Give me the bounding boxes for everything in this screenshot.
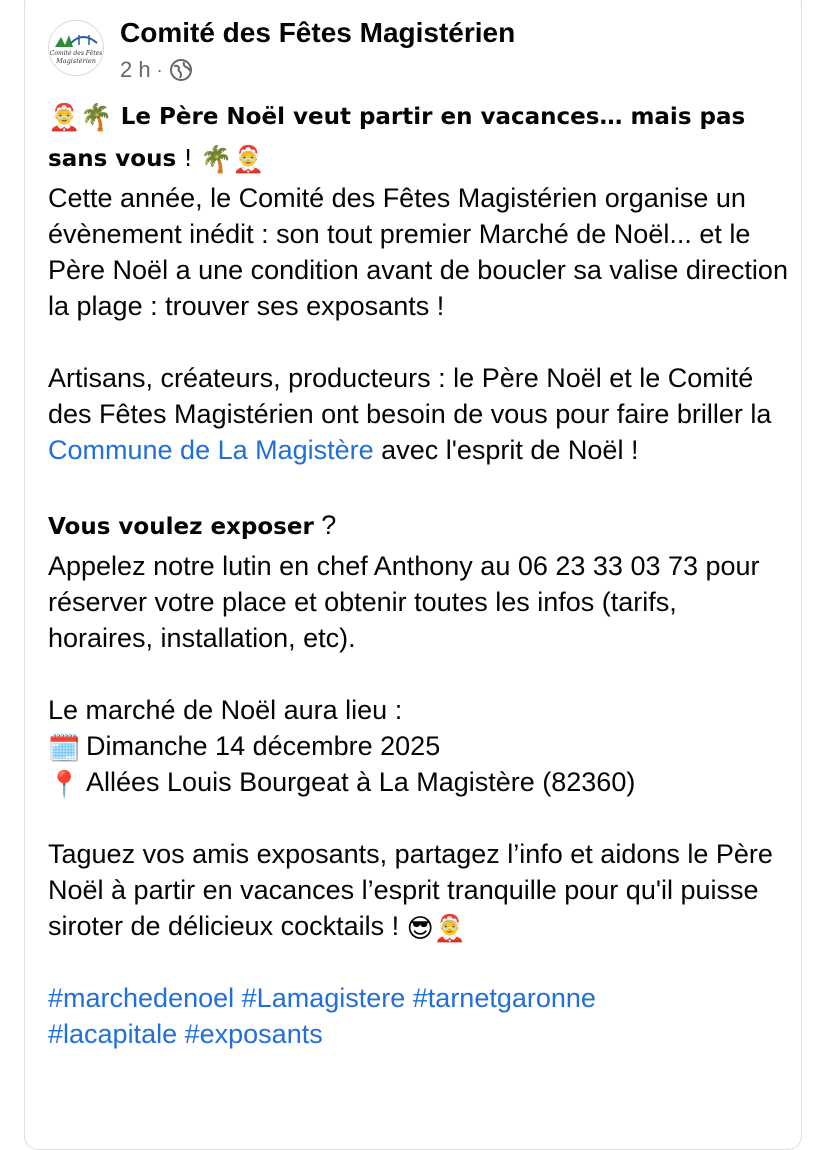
globe-icon[interactable] — [169, 58, 193, 82]
event-date-row — [48, 728, 788, 764]
hashtag-exposants[interactable]: #exposants — [184, 1019, 323, 1049]
event-intro: Le marché de Noël aura lieu : — [48, 695, 403, 725]
post-paragraph-call — [48, 360, 788, 468]
post-body — [48, 96, 788, 1052]
commune-link[interactable]: Commune de La Magistère — [48, 435, 374, 465]
headline-text: Le Père Noël veut partir en vacances… mais pas sans vous — [48, 104, 746, 172]
hashtags — [48, 980, 788, 1052]
post-meta — [120, 56, 193, 84]
question-mark: ? — [313, 510, 337, 540]
avatar-logo — [49, 21, 103, 75]
hashtag-lacapitale[interactable]: #lacapitale — [48, 1019, 178, 1049]
event-place: Allées Louis Bourgeat à La Magistère (82360) — [86, 767, 636, 797]
hashtag-lamagistere[interactable]: #Lamagistere — [241, 983, 406, 1013]
calendar-icon: 🗓️ — [48, 733, 81, 763]
question-bold: Vous voulez exposer — [48, 514, 314, 540]
outro-text: Taguez vos amis exposants, partagez l’info et aidons le Père Noël à partir en vacances l’esprit tranquille pour qu'il puisse siroter de délicieux cocktails ! — [48, 839, 773, 941]
pin-icon: 📍 — [48, 769, 81, 799]
post-paragraph-intro: Cette année, le Comité des Fêtes Magistérien organise un évènement inédit : son tout premier Marché de Noël... et le Père Noël a une condition avant de boucler sa valise direction la plage : trouver ses exposants ! — [48, 183, 788, 321]
palm-santa-emoji: 🌴🤶 — [199, 145, 265, 175]
avatar-text-bottom: Magistérien — [56, 57, 96, 65]
para2-before: Artisans, créateurs, producteurs : le Père Noël et le Comité des Fêtes Magistérien ont besoin de vous pour faire briller la — [48, 363, 772, 429]
page-name-link[interactable]: Comité des Fêtes Magistérien — [120, 17, 516, 48]
hashtag-tarnetgaronne[interactable]: #tarnetgaronne — [412, 983, 596, 1013]
meta-separator: · — [156, 60, 163, 80]
page-avatar[interactable] — [48, 20, 104, 76]
hashtag-marchedenoel[interactable]: #marchedenoel — [48, 983, 235, 1013]
event-place-row — [48, 764, 788, 800]
post-paragraph-outro — [48, 836, 788, 944]
event-date: Dimanche 14 décembre 2025 — [86, 731, 441, 761]
headline-punct: ! — [176, 146, 200, 172]
post-headline — [48, 96, 788, 180]
post-time[interactable]: 2 h — [120, 57, 151, 82]
sunglasses-santa-emoji: 😎🤶 — [406, 913, 467, 943]
para2-after: avec l'esprit de Noël ! — [373, 435, 639, 465]
santa-palm-emoji: 🤶🌴 — [48, 103, 113, 133]
post-question — [48, 504, 788, 548]
post-paragraph-contact: Appelez notre lutin en chef Anthony au 06 23 33 03 73 pour réserver votre place et obtenir toutes les infos (tarifs, horaires, installation, etc). — [48, 551, 760, 653]
avatar-text-top: Comité des Fêtes — [49, 50, 103, 57]
